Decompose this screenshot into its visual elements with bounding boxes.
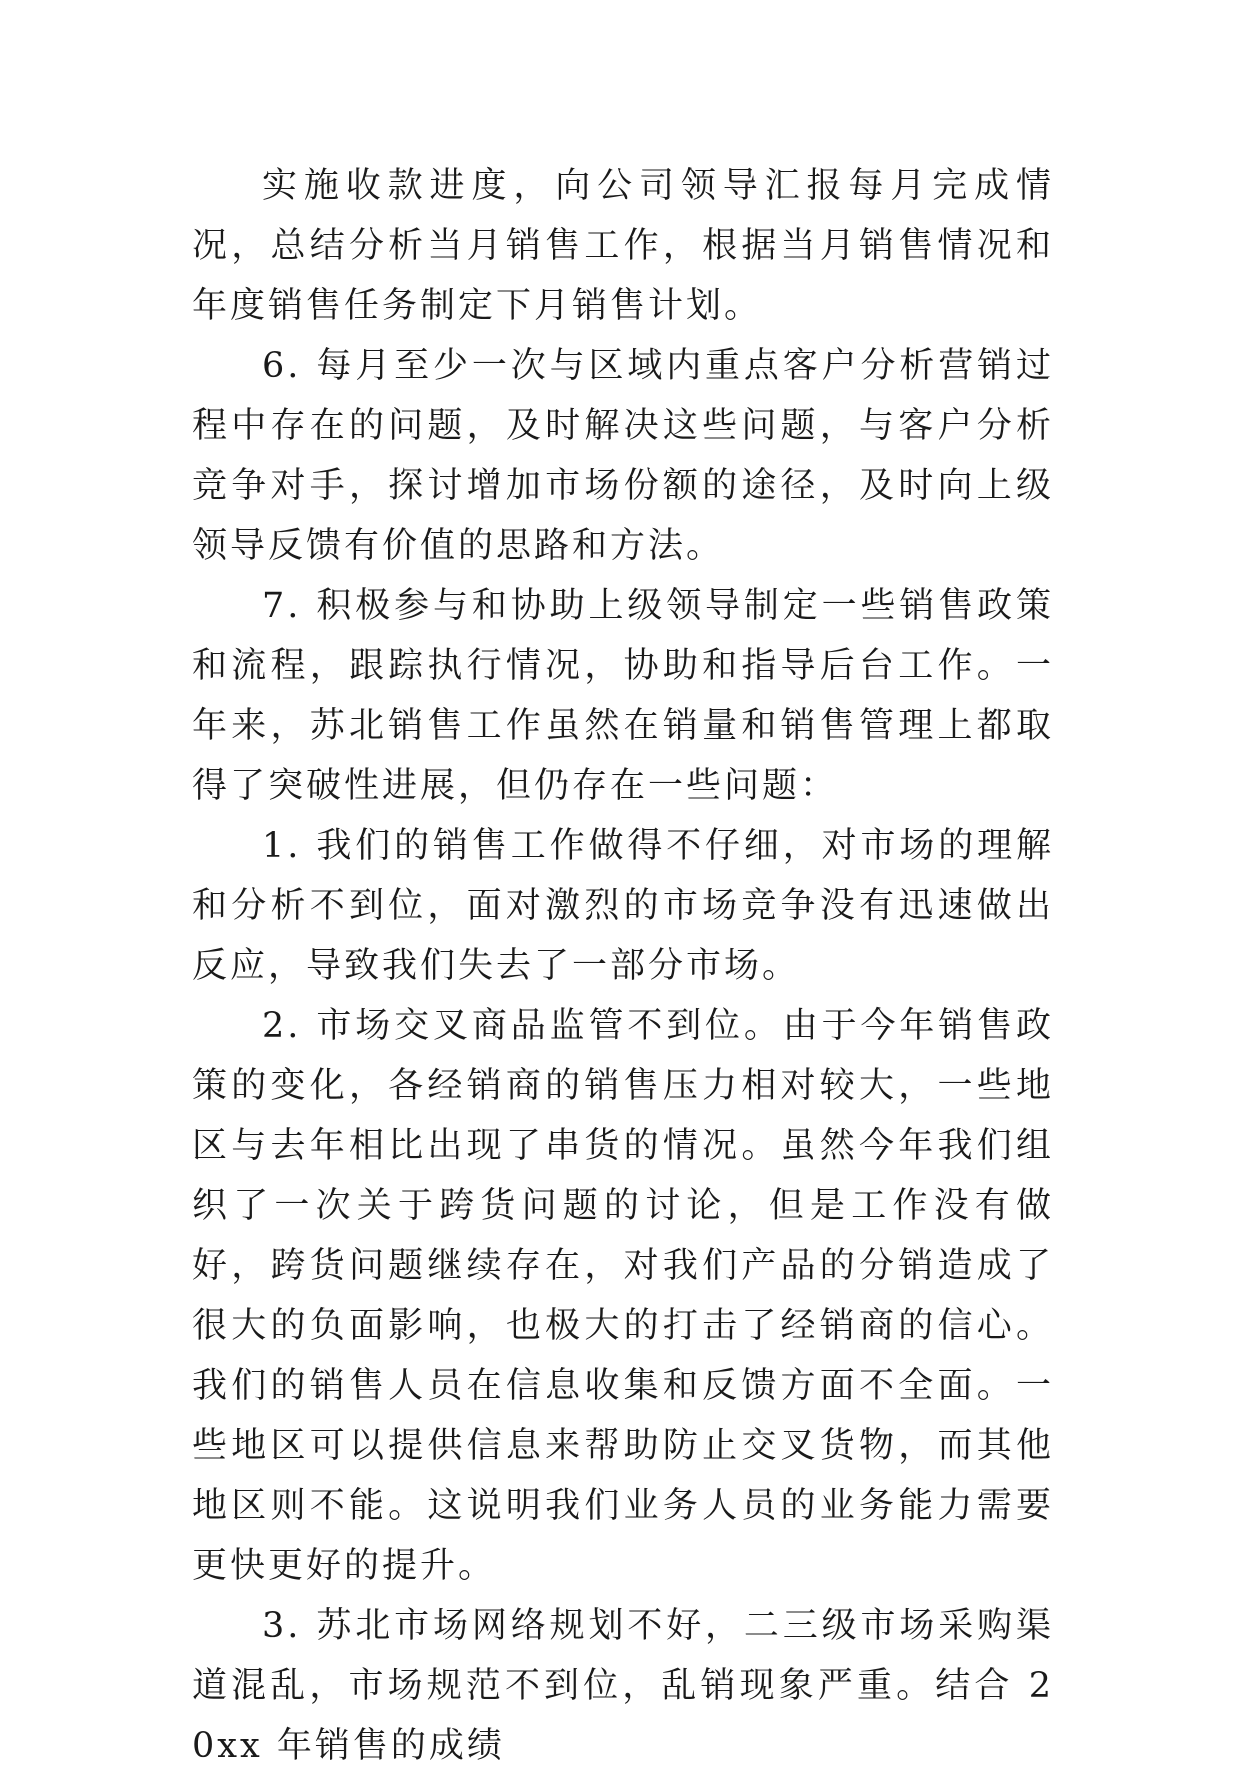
paragraph-item-6: 6. 每月至少一次与区域内重点客户分析营销过程中存在的问题，及时解决这些问题，与客户分析竞争对手，探讨增加市场份额的途径，及时向上级领导反馈有价值的思路和方法。: [192, 346, 1054, 566]
paragraph-problem-3: 3. 苏北市场网络规划不好，二三级市场采购渠道混乱，市场规范不到位，乱销现象严重。结合 20xx 年销售的成绩: [192, 1606, 1054, 1766]
paragraph-problem-2: 2. 市场交叉商品监管不到位。由于今年销售政策的变化，各经销商的销售压力相对较大，一些地区与去年相比出现了串货的情况。虽然今年我们组织了一次关于跨货问题的讨论，但是工作没有做好，跨货问题继续存在，对我们产品的分销造成了很大的负面影响，也极大的打击了经销商的信心。我们的销售人员在信息收集和反馈方面不全面。一些地区可以提供信息来帮助防止交叉货物，而其他地区则不能。这说明我们业务人员的业务能力需要更快更好的提升。: [192, 1006, 1054, 1586]
paragraph-item-7: 7. 积极参与和协助上级领导制定一些销售政策和流程，跟踪执行情况，协助和指导后台工作。一年来，苏北销售工作虽然在销量和销售管理上都取得了突破性进展，但仍存在一些问题：: [192, 586, 1054, 806]
paragraph-problem-1: 1. 我们的销售工作做得不仔细，对市场的理解和分析不到位，面对激烈的市场竞争没有迅速做出反应，导致我们失去了一部分市场。: [192, 826, 1054, 986]
document-body: [192, 156, 1054, 1776]
paragraph-collection-progress: 实施收款进度，向公司领导汇报每月完成情况，总结分析当月销售工作，根据当月销售情况和年度销售任务制定下月销售计划。: [192, 166, 1054, 326]
